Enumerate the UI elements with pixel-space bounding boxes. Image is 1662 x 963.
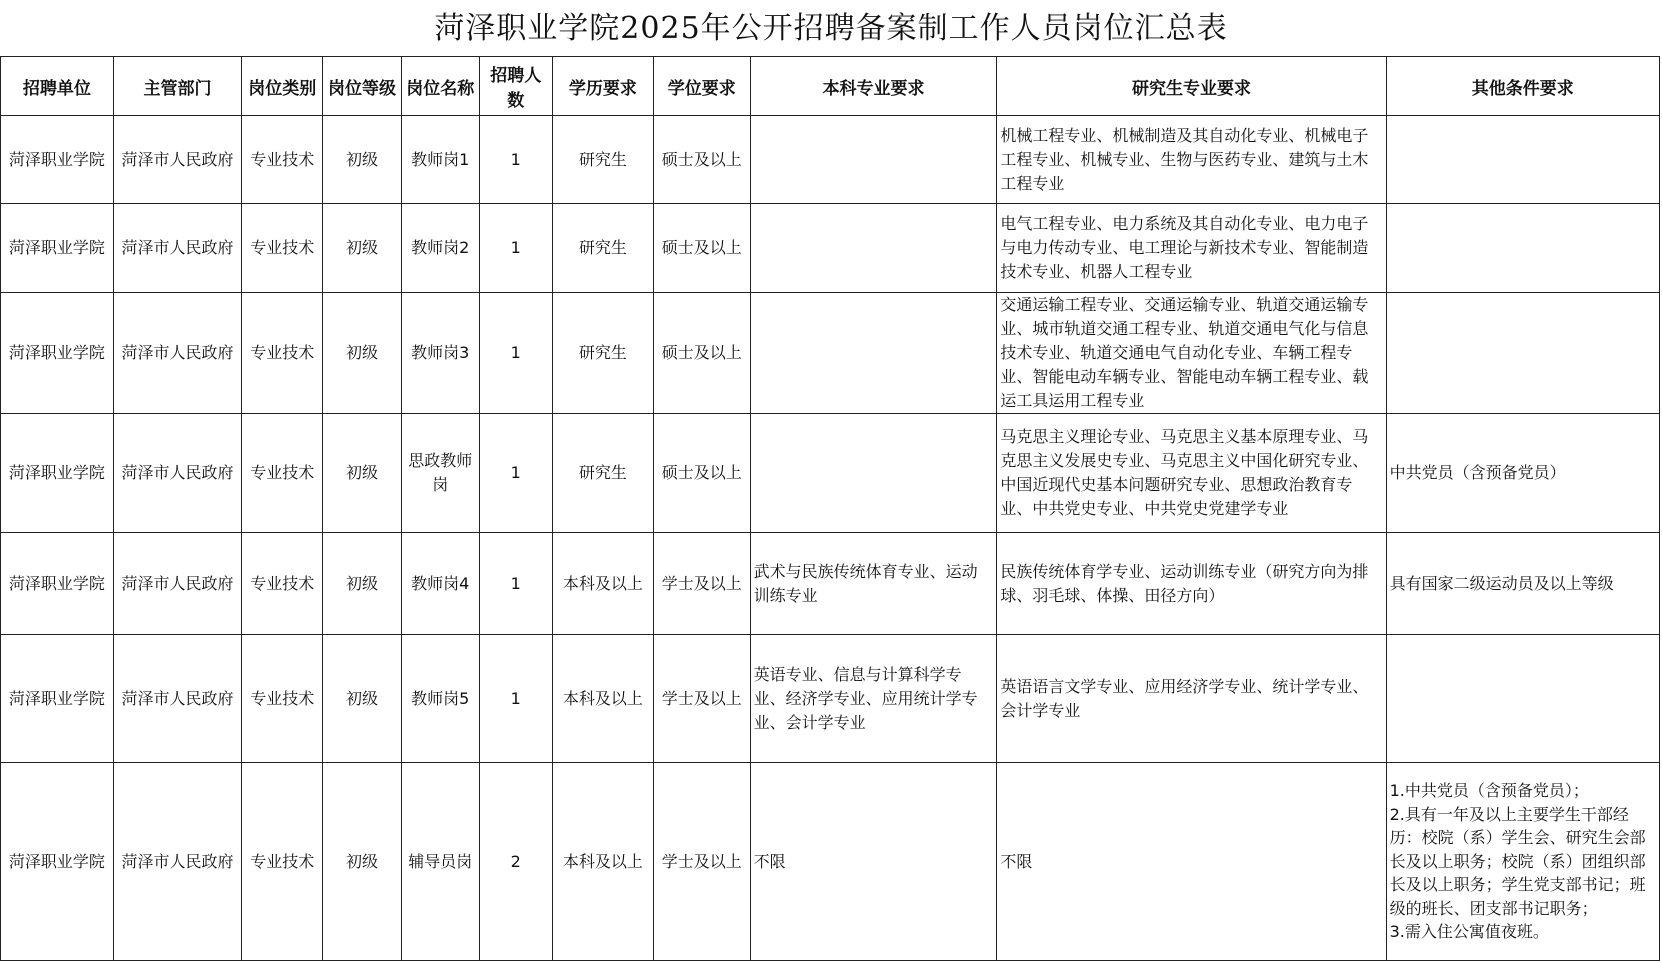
cell-position: 辅导员岗 [401, 763, 479, 961]
cell-category: 专业技术 [242, 293, 323, 414]
table-row [1, 204, 1660, 293]
cell-department: 菏泽市人民政府 [113, 635, 242, 763]
header-grad-major: 研究生专业要求 [997, 57, 1386, 116]
cell-education: 本科及以上 [552, 763, 653, 961]
cell-unit: 菏泽职业学院 [1, 204, 114, 293]
cell-other [1386, 635, 1659, 763]
cell-undergrad-major [750, 204, 997, 293]
table-row [1, 293, 1660, 414]
cell-undergrad-major [750, 116, 997, 204]
header-position: 岗位名称 [401, 57, 479, 116]
cell-department: 菏泽市人民政府 [113, 763, 242, 961]
cell-degree: 硕士及以上 [653, 293, 750, 414]
cell-degree: 硕士及以上 [653, 204, 750, 293]
header-unit: 招聘单位 [1, 57, 114, 116]
cell-category: 专业技术 [242, 635, 323, 763]
header-row [1, 57, 1660, 116]
cell-department: 菏泽市人民政府 [113, 116, 242, 204]
cell-position: 教师岗2 [401, 204, 479, 293]
other-conditions-list [1390, 779, 1656, 944]
cell-level: 初级 [323, 293, 402, 414]
table-row [1, 533, 1660, 635]
cell-category: 专业技术 [242, 414, 323, 533]
cell-grad-major: 电气工程专业、电力系统及其自动化专业、电力电子与电力传动专业、电工理论与新技术专业、智能制造技术专业、机器人工程专业 [997, 204, 1386, 293]
cell-count: 1 [479, 293, 552, 414]
cell-other [1386, 293, 1659, 414]
cell-department: 菏泽市人民政府 [113, 414, 242, 533]
table-row [1, 763, 1660, 961]
page-title: 菏泽职业学院2025年公开招聘备案制工作人员岗位汇总表 [434, 11, 1228, 46]
cell-degree: 硕士及以上 [653, 414, 750, 533]
header-undergrad-major: 本科专业要求 [750, 57, 997, 116]
cell-education: 研究生 [552, 204, 653, 293]
header-degree: 学位要求 [653, 57, 750, 116]
table-row [1, 116, 1660, 204]
cell-education: 研究生 [552, 116, 653, 204]
header-other: 其他条件要求 [1386, 57, 1659, 116]
cell-grad-major: 马克思主义理论专业、马克思主义基本原理专业、马克思主义发展史专业、马克思主义中国化研究专业、中国近现代史基本问题研究专业、思想政治教育专业、中共党史专业、中共党史党建学专业 [997, 414, 1386, 533]
cell-department: 菏泽市人民政府 [113, 533, 242, 635]
cell-grad-major: 机械工程专业、机械制造及其自动化专业、机械电子工程专业、机械专业、生物与医药专业、建筑与土木工程专业 [997, 116, 1386, 204]
cell-level: 初级 [323, 116, 402, 204]
cell-count: 1 [479, 533, 552, 635]
cell-undergrad-major: 武术与民族传统体育专业、运动训练专业 [750, 533, 997, 635]
cell-grad-major: 英语语言文学专业、应用经济学专业、统计学专业、会计学专业 [997, 635, 1386, 763]
cell-category: 专业技术 [242, 204, 323, 293]
cell-position: 教师岗4 [401, 533, 479, 635]
cell-education: 本科及以上 [552, 533, 653, 635]
cell-level: 初级 [323, 204, 402, 293]
cell-undergrad-major [750, 414, 997, 533]
header-category: 岗位类别 [242, 57, 323, 116]
cell-category: 专业技术 [242, 533, 323, 635]
cell-unit: 菏泽职业学院 [1, 533, 114, 635]
cell-degree: 学士及以上 [653, 635, 750, 763]
other-condition-item: 3.需入住公寓值夜班。 [1389, 922, 1549, 942]
cell-other: 具有国家二级运动员及以上等级 [1386, 533, 1659, 635]
table-row [1, 635, 1660, 763]
cell-position: 思政教师岗 [401, 414, 479, 533]
cell-grad-major: 不限 [997, 763, 1386, 961]
cell-count: 1 [479, 635, 552, 763]
cell-undergrad-major: 不限 [750, 763, 997, 961]
other-condition-item: 1.中共党员（含预备党员）； [1389, 781, 1589, 801]
cell-degree: 学士及以上 [653, 763, 750, 961]
cell-count: 2 [479, 763, 552, 961]
cell-count: 1 [479, 204, 552, 293]
cell-education: 研究生 [552, 293, 653, 414]
cell-degree: 学士及以上 [653, 533, 750, 635]
cell-level: 初级 [323, 533, 402, 635]
cell-grad-major: 民族传统体育学专业、运动训练专业（研究方向为排球、羽毛球、体操、田径方向） [997, 533, 1386, 635]
cell-unit: 菏泽职业学院 [1, 293, 114, 414]
cell-education: 研究生 [552, 414, 653, 533]
cell-education: 本科及以上 [552, 635, 653, 763]
cell-department: 菏泽市人民政府 [113, 293, 242, 414]
cell-grad-major: 交通运输工程专业、交通运输专业、轨道交通运输专业、城市轨道交通工程专业、轨道交通电气化与信息技术专业、轨道交通电气自动化专业、车辆工程专业、智能电动车辆专业、智能电动车辆工程专业、载运工具运用工程专业 [997, 293, 1386, 414]
cell-position: 教师岗1 [401, 116, 479, 204]
cell-other [1386, 204, 1659, 293]
cell-other: 中共党员（含预备党员） [1386, 414, 1659, 533]
header-count: 招聘人数 [479, 57, 552, 116]
recruitment-table [0, 56, 1660, 961]
cell-undergrad-major [750, 293, 997, 414]
table-row [1, 414, 1660, 533]
cell-unit: 菏泽职业学院 [1, 414, 114, 533]
cell-department: 菏泽市人民政府 [113, 204, 242, 293]
header-department: 主管部门 [113, 57, 242, 116]
cell-category: 专业技术 [242, 763, 323, 961]
header-education: 学历要求 [552, 57, 653, 116]
header-level: 岗位等级 [323, 57, 402, 116]
cell-unit: 菏泽职业学院 [1, 635, 114, 763]
cell-category: 专业技术 [242, 116, 323, 204]
cell-unit: 菏泽职业学院 [1, 763, 114, 961]
cell-position: 教师岗5 [401, 635, 479, 763]
cell-undergrad-major: 英语专业、信息与计算科学专业、经济学专业、应用统计学专业、会计学专业 [750, 635, 997, 763]
cell-level: 初级 [323, 763, 402, 961]
other-condition-item: 2.具有一年及以上主要学生干部经历：校院（系）学生会、研究生会部长及以上职务；校院（系）团组织部长及以上职务；学生党支部书记；班级的班长、团支部书记职务； [1389, 804, 1646, 918]
cell-unit: 菏泽职业学院 [1, 116, 114, 204]
cell-degree: 硕士及以上 [653, 116, 750, 204]
cell-count: 1 [479, 116, 552, 204]
cell-other [1386, 116, 1659, 204]
cell-level: 初级 [323, 635, 402, 763]
cell-level: 初级 [323, 414, 402, 533]
cell-count: 1 [479, 414, 552, 533]
cell-position: 教师岗3 [401, 293, 479, 414]
cell-other [1386, 763, 1659, 961]
